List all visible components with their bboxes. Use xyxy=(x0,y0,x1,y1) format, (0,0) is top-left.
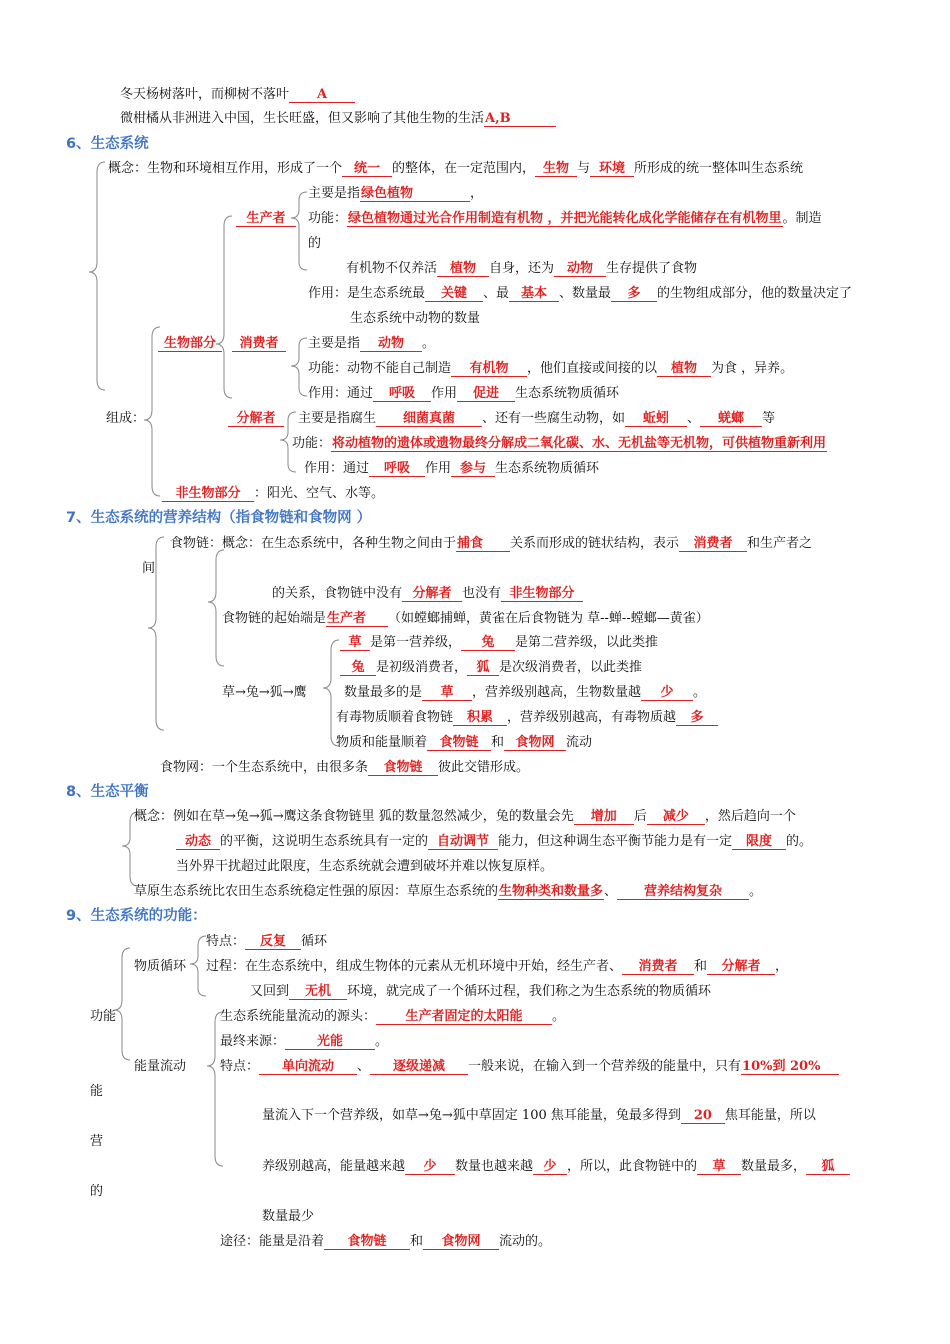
text: 。 xyxy=(552,1009,566,1024)
text: 食物链的起始端是 xyxy=(222,611,327,626)
balance-concept-1 xyxy=(134,808,796,826)
text: 。 xyxy=(749,884,763,899)
decomposer-main: 主要是指腐生 细菌真菌 、还有一些腐生动物，如 蚯蚓 、 蜣螂 等 xyxy=(298,411,776,426)
answer: 生产者固定的太阳能 xyxy=(376,1009,552,1025)
energy-flow-label: 能量流动 xyxy=(134,1059,187,1074)
text: 的平衡，这说明生态系统具有一定的 xyxy=(220,834,429,849)
answer: 生物种类和数量多 xyxy=(499,884,604,899)
text: 量流入下一个营养级，如草→兔→狐中草固定 100 焦耳能量，兔最多得到 xyxy=(262,1108,681,1123)
text: 环境，就完成了一个循环过程，我们称之为生态系统的物质循环 xyxy=(347,984,712,999)
answer: 统一 xyxy=(342,161,392,177)
answer: 有机物 xyxy=(451,361,527,377)
material-process-2 xyxy=(250,983,711,1001)
answer: 逐级递减 xyxy=(370,1059,468,1075)
text: ，所以，此食物链中的 xyxy=(567,1159,698,1174)
answer: 蜣螂 xyxy=(700,411,762,427)
abiotic-line xyxy=(162,485,384,503)
label: 生产者 xyxy=(236,211,296,227)
text: 养级别越高，能量越来越 xyxy=(262,1159,406,1174)
energy-feature-2 xyxy=(262,1107,816,1125)
answer: 绿色植物通过光合作用制造有机物 ，并把光能转化成化学能储存在有机物里 xyxy=(348,211,782,226)
text: 的整体，在一定范围内， xyxy=(392,161,536,176)
answer: 动态 xyxy=(176,834,220,850)
answer: 增加 xyxy=(574,809,634,825)
answer: 草 xyxy=(697,1159,741,1175)
text: 作用：通过 xyxy=(304,461,370,476)
text: 数量最多的是 xyxy=(344,685,423,700)
text: 等 xyxy=(762,411,776,426)
text: 、最 xyxy=(483,286,510,301)
rule-3 xyxy=(344,684,706,702)
text: 功能：动物不能自己制造 xyxy=(308,361,452,376)
text: 是第二营养级，以此类推 xyxy=(515,635,659,650)
text: 的。 xyxy=(786,834,813,849)
text: 又回到 xyxy=(250,984,290,999)
text: 草原生态系统比农田生态系统稳定性强的原因：草原生态系统的 xyxy=(134,884,499,899)
answer: 将动植物的遗体或遗物最终分解成二氧化碳、水、无机盐等无机物，可供植物重新利用 xyxy=(332,436,827,451)
text: 是初级消费者， xyxy=(376,660,468,675)
vertical-char-1: 能 xyxy=(90,1084,104,1099)
consumer-label xyxy=(232,335,286,353)
answer: 蚯蚓 xyxy=(625,411,687,427)
text: 生态系统物质循环 xyxy=(495,461,600,476)
text: 概念：生物和环境相互作用，形成了一个 xyxy=(108,161,343,176)
consumer-main xyxy=(308,335,435,353)
answer: 营养结构复杂 xyxy=(617,884,749,900)
intro-line-1 xyxy=(120,86,355,104)
section-title-6: 6、生态系统 xyxy=(66,136,149,152)
jian-char: 间 xyxy=(142,561,156,576)
answer: 食物链 xyxy=(368,760,438,776)
answer: A xyxy=(289,87,355,103)
answer: 绿色植物 xyxy=(360,186,470,202)
answer: 关键 xyxy=(425,286,483,302)
text: 。 xyxy=(375,1034,389,1049)
answer: 狐 xyxy=(467,660,499,676)
function-label: 功能 xyxy=(90,1009,117,1024)
energy-final-source xyxy=(220,1033,388,1051)
answer: 单向流动 xyxy=(259,1059,357,1075)
text: 、 xyxy=(357,1059,371,1074)
text: 关系而形成的链状结构，表示 xyxy=(510,536,680,551)
label: 生物部分 xyxy=(158,336,222,352)
text: 与 xyxy=(577,161,591,176)
answer: 自动调节 xyxy=(428,834,498,850)
energy-path xyxy=(220,1233,551,1251)
label: 消费者 xyxy=(232,336,286,352)
answer: 无机 xyxy=(289,984,347,1000)
answer: 食物链 xyxy=(427,735,491,751)
answer: 多 xyxy=(676,710,718,726)
text: 是次级消费者，以此类推 xyxy=(499,660,643,675)
answer: 狐 xyxy=(806,1159,850,1175)
intro-text-1: 冬天杨树落叶，而柳树不落叶 xyxy=(120,87,290,102)
answer: 分解者 xyxy=(402,586,462,602)
producer-function-de: 的 xyxy=(308,236,322,251)
chain-example: 草→兔→狐→鹰 xyxy=(222,685,307,700)
text: 和 xyxy=(694,959,708,974)
text: 的关系，食物链中没有 xyxy=(272,586,403,601)
answer: 非生物部分 xyxy=(501,586,583,602)
answer: 限度 xyxy=(732,834,786,850)
text: ，营养级别越高，有毒物质越 xyxy=(507,710,677,725)
text: ，营养级别越高，生物数量越 xyxy=(472,685,642,700)
text: 也没有 xyxy=(462,586,502,601)
answer: 积累 xyxy=(453,710,507,726)
material-feature xyxy=(206,933,327,951)
answer: 环境 xyxy=(590,161,634,177)
text: 为食 ，异养。 xyxy=(711,361,794,376)
answer: 捕食 xyxy=(456,536,510,552)
text: 的生物组成部分，他的数量决定了 xyxy=(657,286,853,301)
rule-4 xyxy=(336,709,718,727)
text: 。 xyxy=(693,685,707,700)
text: 生态系统物质循环 xyxy=(515,386,620,401)
text: 、 xyxy=(604,884,618,899)
answer: 分解者 xyxy=(707,959,775,975)
answer: 呼吸 xyxy=(369,461,425,477)
text: 概念：例如在草→兔→狐→鹰这条食物链里 狐的数量忽然减少，兔的数量会先 xyxy=(134,809,574,824)
answer: 少 xyxy=(641,685,693,701)
text: 。 xyxy=(422,336,436,351)
answer: 食物网 xyxy=(504,735,566,751)
text: 焦耳能量，所以 xyxy=(724,1108,816,1123)
rule-1 xyxy=(340,634,658,652)
text: 特点： xyxy=(206,934,246,949)
answer: 10%到 20% xyxy=(741,1059,839,1075)
answer: 少 xyxy=(405,1159,455,1175)
answer: 兔 xyxy=(340,660,376,676)
answer: 生产者 xyxy=(326,611,388,627)
text: 特点： xyxy=(220,1059,260,1074)
text: 作用：是生态系统最 xyxy=(308,286,426,301)
bio-part-label xyxy=(158,335,222,353)
text: 作用：通过 xyxy=(308,386,374,401)
text: 主要是指 xyxy=(308,186,361,201)
vertical-char-3: 的 xyxy=(90,1184,104,1199)
text: ， xyxy=(470,186,484,201)
chain-concept-2 xyxy=(272,585,583,603)
text: 数量最多， xyxy=(741,1159,807,1174)
energy-source xyxy=(220,1008,565,1026)
consumer-function xyxy=(308,360,793,378)
intro-text-2: 微柑橘从非洲进入中国，生长旺盛，但又影响了其他生物的生活 xyxy=(120,111,485,126)
material-process xyxy=(206,958,788,976)
energy-feature xyxy=(220,1058,839,1076)
text: 功能： xyxy=(292,436,332,451)
answer: 动物 xyxy=(360,336,422,352)
answer: 细菌真菌 xyxy=(376,411,482,427)
answer: 促进 xyxy=(457,386,515,402)
answer: 消费者 xyxy=(679,536,747,552)
producer-main xyxy=(308,185,483,203)
text: 和 xyxy=(491,735,505,750)
text: 自身，还为 xyxy=(489,261,555,276)
composition-label: 组成： xyxy=(106,411,146,426)
text: 能力，但这种调生态平衡节能力是有一定 xyxy=(498,834,733,849)
text: 和生产者之 xyxy=(747,536,813,551)
text: 作用 xyxy=(425,461,452,476)
text: 一般来说，在输入到一个营养级的能量中，只有 xyxy=(468,1059,742,1074)
text: 和 xyxy=(410,1234,424,1249)
decomposer-role xyxy=(304,460,599,478)
text: 生存提供了食物 xyxy=(606,261,698,276)
grassland-reason xyxy=(134,883,762,901)
energy-feature-4: 数量最少 xyxy=(262,1209,315,1224)
text: 主要是指腐生 xyxy=(298,411,377,426)
answer: 草 xyxy=(422,685,472,701)
answer: 草 xyxy=(340,635,370,651)
text: ：阳光、空气、水等。 xyxy=(254,486,385,501)
text: 是第一营养级， xyxy=(370,635,462,650)
text: 物质和能量顺着 xyxy=(336,735,428,750)
label: 分解者 xyxy=(228,411,284,427)
balance-concept-3: 当外界干扰超过此限度，生态系统就会遭到破坏并难以恢复原样。 xyxy=(176,859,554,874)
producer-function-2 xyxy=(346,260,697,278)
text: 、还有一些腐生动物，如 xyxy=(482,411,626,426)
section-title-8: 8、生态平衡 xyxy=(66,784,149,800)
text: 数量也越来越 xyxy=(455,1159,534,1174)
text: 后 xyxy=(633,809,647,824)
text: 流动的。 xyxy=(499,1234,552,1249)
rule-2 xyxy=(340,659,642,677)
label: 非生物部分 xyxy=(162,486,254,502)
text: 所形成的统一整体叫生态系统 xyxy=(634,161,804,176)
intro-line-2 xyxy=(120,110,556,128)
text: 主要是指 xyxy=(308,336,361,351)
section-title-9: 9、生态系统的功能： xyxy=(66,908,207,924)
answer: 动物 xyxy=(554,261,606,277)
text: 食物链：概念：在生态系统中，各种生物之间由于 xyxy=(170,536,457,551)
energy-feature-3 xyxy=(262,1158,850,1176)
answer: 多 xyxy=(611,286,657,302)
text: ，然后趋向一个 xyxy=(704,809,796,824)
answer: 消费者 xyxy=(622,959,694,975)
text: 最终来源： xyxy=(220,1034,286,1049)
producer-role-2: 生态系统中动物的数量 xyxy=(350,311,481,326)
section-title-7: 7、生态系统的营养结构（指食物链和食物网 ） xyxy=(66,510,372,526)
text: 过程：在生态系统中，组成生物体的元素从无机环境中开始，经生产者、 xyxy=(206,959,623,974)
text: 功能： xyxy=(308,211,348,226)
rule-5 xyxy=(336,734,592,752)
text: 作用 xyxy=(431,386,458,401)
producer-role xyxy=(308,285,852,303)
decomposer-function xyxy=(292,435,827,453)
text: 。制造 xyxy=(782,211,822,226)
material-cycle-label: 物质循环 xyxy=(134,959,187,974)
answer: 光能 xyxy=(285,1034,375,1050)
producer-function xyxy=(308,210,822,228)
answer: 植物 xyxy=(437,261,489,277)
answer: 呼吸 xyxy=(373,386,431,402)
text: 途径：能量是沿着 xyxy=(220,1234,325,1249)
answer: 参与 xyxy=(451,461,495,477)
answer: 20 xyxy=(681,1108,725,1124)
producer-label xyxy=(236,210,296,228)
answer: 食物网 xyxy=(423,1234,499,1250)
answer: 反复 xyxy=(245,934,301,950)
text: 循环 xyxy=(301,934,328,949)
answer: 食物链 xyxy=(324,1234,410,1250)
chain-start xyxy=(222,610,709,628)
decomposer-label xyxy=(228,410,284,428)
answer: A,B xyxy=(484,111,556,127)
vertical-char-2: 营 xyxy=(90,1134,104,1149)
text: 流动 xyxy=(566,735,593,750)
chain-concept xyxy=(170,535,812,553)
answer: 植物 xyxy=(657,361,711,377)
answer: 基本 xyxy=(509,286,559,302)
food-web xyxy=(160,759,529,777)
text: 彼此交错形成。 xyxy=(438,760,530,775)
answer: 少 xyxy=(533,1159,567,1175)
s6-concept xyxy=(108,160,803,178)
text: 生态系统能量流动的源头： xyxy=(220,1009,377,1024)
text: ， xyxy=(775,959,789,974)
text: （如螳螂捕蝉，黄雀在后食物链为 草--蝉--螳螂—黄雀） xyxy=(388,611,709,626)
answer: 生物 xyxy=(535,161,577,177)
consumer-role xyxy=(308,385,619,403)
text: 、数量最 xyxy=(559,286,612,301)
text: 食物网：一个生态系统中，由很多条 xyxy=(160,760,369,775)
balance-concept-2 xyxy=(176,833,812,851)
text: 有毒物质顺着食物链 xyxy=(336,710,454,725)
answer: 减少 xyxy=(647,809,705,825)
text: ，他们直接或间接的以 xyxy=(527,361,658,376)
answer: 兔 xyxy=(461,635,515,651)
text: 有机物不仅养活 xyxy=(346,261,438,276)
